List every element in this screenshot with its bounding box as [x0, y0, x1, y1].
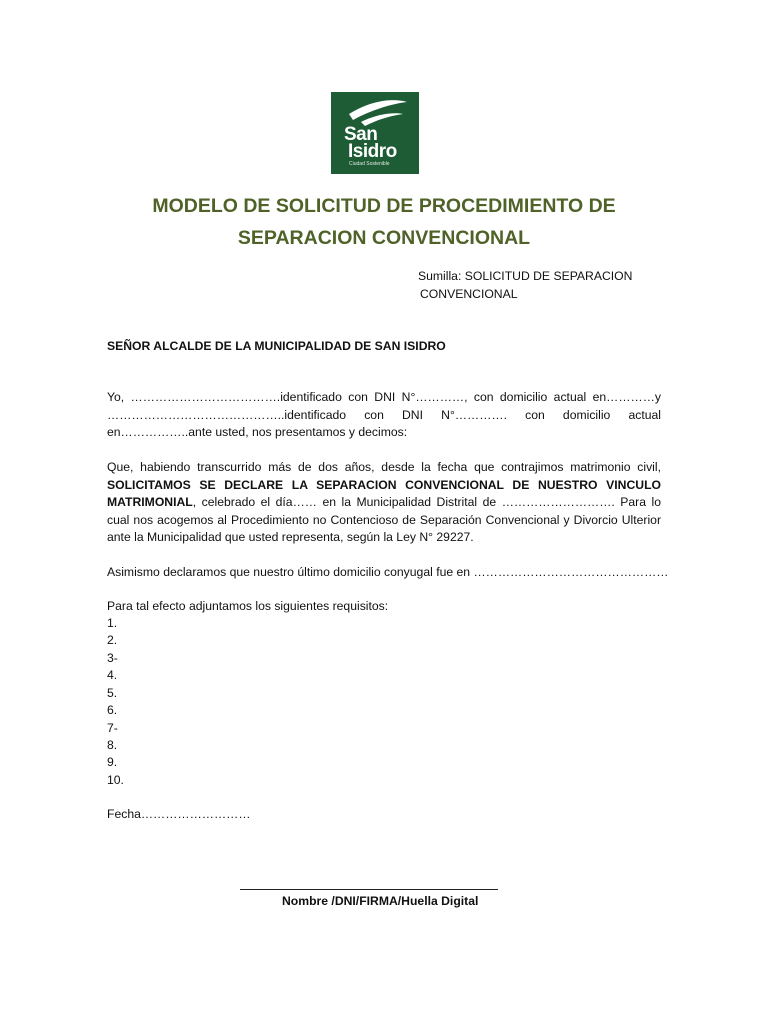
para2-line5: ante la Municipalidad que usted representa, según la Ley N° 29227.	[107, 530, 474, 544]
logo-text-isidro: Isidro	[348, 141, 397, 162]
requirement-item: 4.	[107, 668, 118, 682]
requirement-item: 8.	[107, 738, 118, 752]
requirement-item: 6.	[107, 703, 118, 717]
para2-line1: Que, habiendo transcurrido más de dos años, desde la fecha que contrajimos matrimonio civil,	[107, 460, 661, 474]
requirement-item: 7-	[107, 721, 118, 735]
requirement-item: 2.	[107, 633, 118, 647]
para1-line3: usted, nos presentamos y decimos:	[215, 425, 408, 439]
para2-line2: SOLICITAMOS SE DECLARE LA SEPARACION CONVENCIONAL DE NUESTRO VINCULO	[107, 477, 661, 492]
paragraph-request	[107, 459, 661, 547]
signature-line	[240, 889, 498, 890]
para1-line2: ……………………………………..identificado con DNI N°…………. con domicilio actual en……………..ante	[107, 407, 661, 439]
requirement-item: 9.	[107, 755, 118, 769]
document-title-line1: MODELO DE SOLICITUD DE PROCEDIMIENTO DE	[152, 195, 616, 217]
paragraph-domicile: Asimismo declaramos que nuestro último domicilio conyugal fue en …………………………………………	[107, 565, 669, 579]
signature-label: Nombre /DNI/FIRMA/Huella Digital	[282, 894, 479, 908]
san-isidro-logo	[331, 92, 419, 174]
sumilla-line2: CONVENCIONAL	[420, 287, 518, 301]
para2-line4: nos acogemos al Procedimiento no Contencioso de Separación Convencional y Divorcio Ulterior	[133, 512, 662, 527]
requirement-item: 3-	[107, 651, 118, 665]
requirement-item: 10.	[107, 773, 124, 787]
logo-text-san: San	[344, 124, 378, 145]
requirement-item: 1.	[107, 616, 118, 630]
para1-line1: Yo, ……………………………….identificado con DNI N°…………, con domicilio actual en…………y	[107, 390, 661, 404]
para2-line3-rest: , celebrado el día…… en la Municipalidad Distrital de ………………………. Para lo cual	[107, 495, 661, 527]
sumilla-line1: Sumilla: SOLICITUD DE SEPARACION	[418, 269, 633, 283]
addressee: SEÑOR ALCALDE DE LA MUNICIPALIDAD DE SAN ISIDRO	[107, 339, 446, 353]
para2-line3-bold: MATRIMONIAL	[107, 495, 193, 509]
logo-tagline: Ciudad Sostenible	[349, 161, 390, 167]
paragraph-identification	[107, 389, 661, 442]
requirement-item: 5.	[107, 686, 118, 700]
document-title-line2: SEPARACION CONVENCIONAL	[237, 227, 531, 249]
requirements-intro: Para tal efecto adjuntamos los siguientes requisitos:	[107, 599, 389, 613]
fecha-field: Fecha………………………	[107, 807, 251, 821]
